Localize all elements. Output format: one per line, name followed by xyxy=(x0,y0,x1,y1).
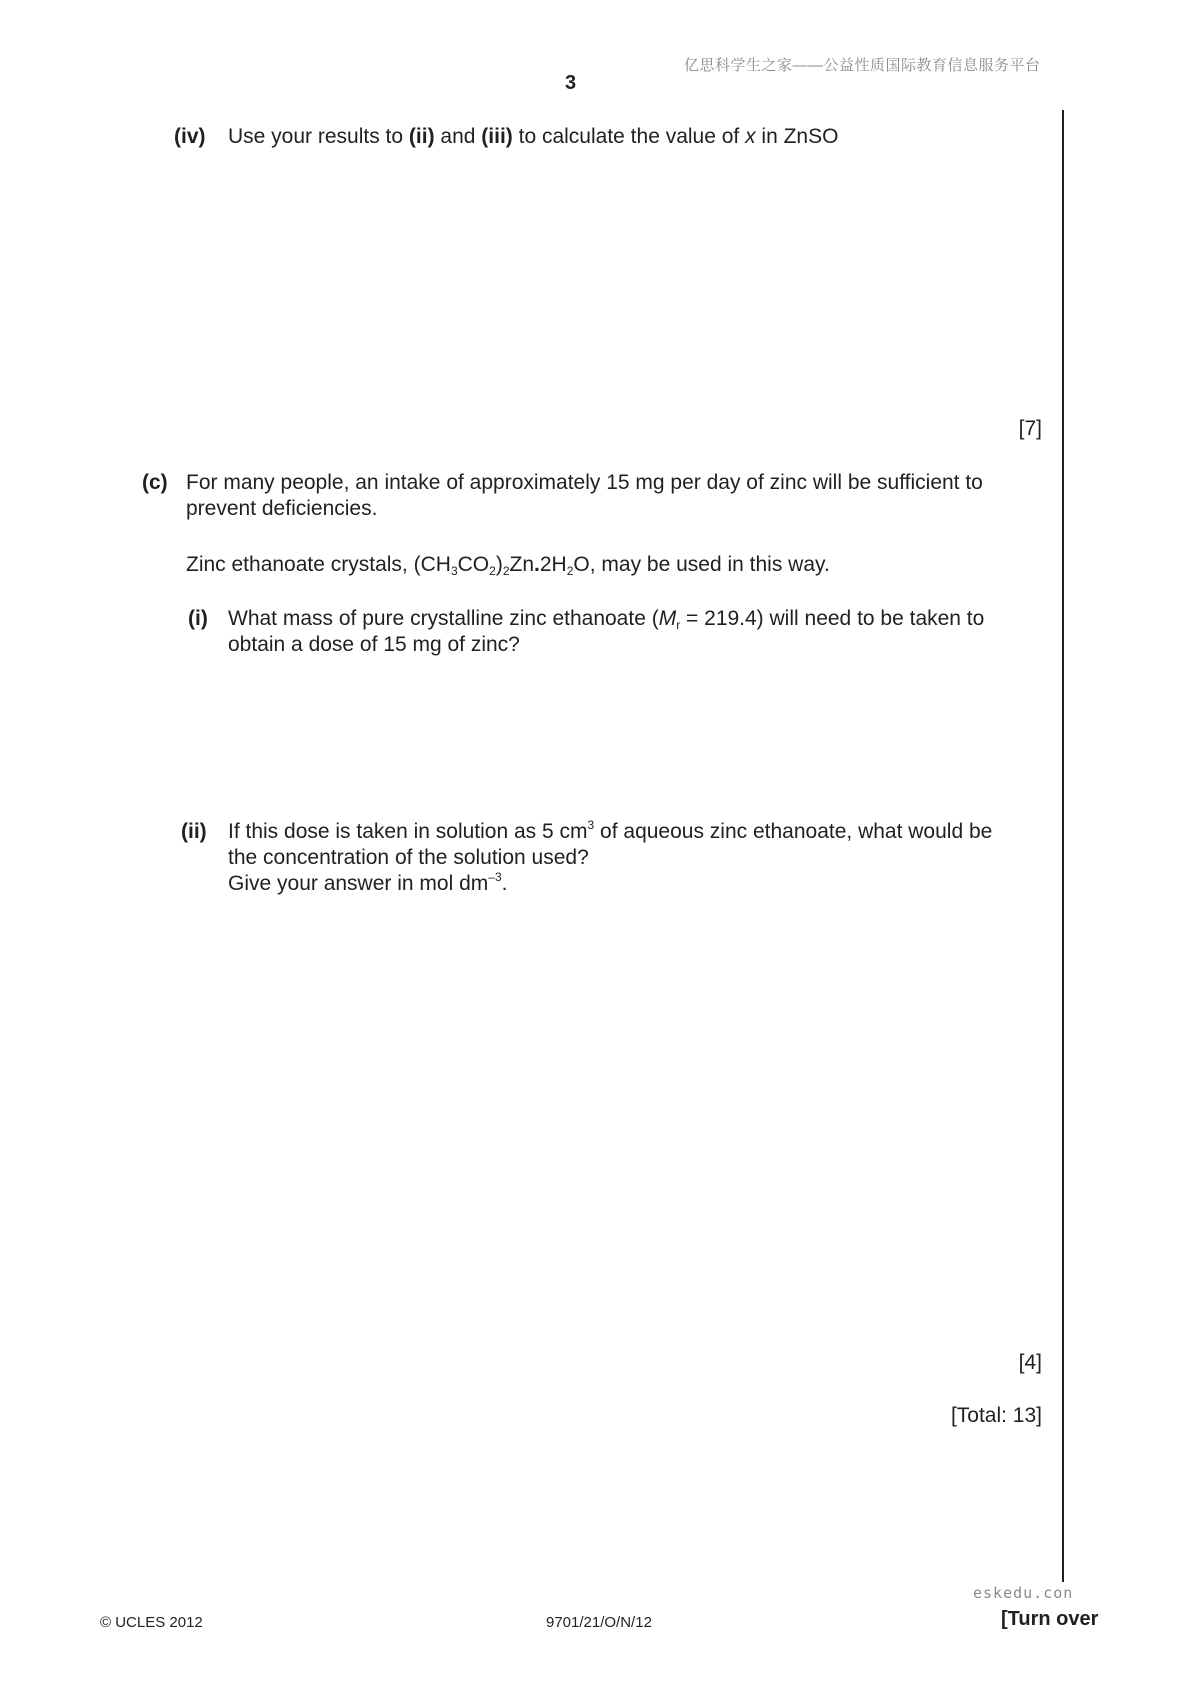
question-c-line-2: prevent deficiencies. xyxy=(186,497,378,520)
part-reference: (iii) xyxy=(481,125,513,148)
hydrate-dot: . xyxy=(534,553,540,576)
question-c-label: (c) xyxy=(142,471,168,494)
subscript: 3 xyxy=(450,564,458,578)
part-reference: (ii) xyxy=(408,125,435,148)
page-number: 3 xyxy=(565,72,577,94)
text-segment: CO xyxy=(457,553,490,576)
footer-watermark: eskedu.con xyxy=(973,1584,1074,1602)
margin-rule xyxy=(1062,110,1064,1582)
question-c-ii-line-2: the concentration of the solution used? xyxy=(228,846,589,869)
text-segment: Use your results to xyxy=(228,125,409,148)
question-c-line-1: For many people, an intake of approximately 15 mg per day of zinc will be sufficient to xyxy=(186,471,983,494)
subscript: 2 xyxy=(566,564,574,578)
text-segment: and xyxy=(434,125,482,148)
text-segment: . xyxy=(501,872,508,895)
mark-allocation-4: [4] xyxy=(1018,1351,1042,1374)
question-b-iv-label: (iv) xyxy=(174,125,206,148)
text-segment: = 219.4) will need to be taken to xyxy=(680,607,985,630)
subscript: 2 xyxy=(502,564,510,578)
superscript: –3 xyxy=(488,870,502,884)
variable-m: M xyxy=(658,607,677,630)
text-segment: If this dose is taken in solution as 5 cm xyxy=(228,820,588,843)
question-c-ii-line-1 xyxy=(228,819,992,845)
variable-x: x xyxy=(745,125,756,148)
question-c-i-label: (i) xyxy=(188,607,208,630)
question-c-i-line-2: obtain a dose of 15 mg of zinc? xyxy=(228,633,520,656)
text-segment: ) xyxy=(495,553,503,576)
text-segment: Give your answer in mol dm xyxy=(228,872,489,895)
text-segment: Zn xyxy=(509,553,535,576)
text-segment: O, may be used in this way. xyxy=(573,553,830,576)
text-segment: 2H xyxy=(539,553,567,576)
question-c-ii-label: (ii) xyxy=(181,820,207,843)
turn-over-label: [Turn over xyxy=(1001,1608,1099,1630)
text-segment: in ZnSO xyxy=(755,125,839,148)
question-b-iv-text xyxy=(228,124,838,150)
text-segment: of aqueous zinc ethanoate, what would be xyxy=(594,820,993,843)
footer-copyright: © UCLES 2012 xyxy=(100,1614,203,1631)
zinc-ethanoate-formula-line xyxy=(186,552,830,578)
subscript: r xyxy=(676,618,681,632)
footer-paper-code: 9701/21/O/N/12 xyxy=(546,1614,652,1631)
question-c-ii-line-3 xyxy=(228,871,507,897)
total-marks: [Total: 13] xyxy=(950,1404,1042,1427)
subscript: 2 xyxy=(489,564,496,578)
superscript: 3 xyxy=(587,818,595,832)
question-c-i-line-1 xyxy=(228,606,984,632)
text-segment: Zinc ethanoate crystals, (CH xyxy=(186,553,451,576)
header-watermark: 亿思科学生之家——公益性质国际教育信息服务平台 xyxy=(684,57,1041,74)
text-segment: to calculate the value of xyxy=(512,125,746,148)
text-segment: What mass of pure crystalline zinc ethanoate ( xyxy=(228,607,659,630)
mark-allocation-7: [7] xyxy=(1018,417,1042,440)
